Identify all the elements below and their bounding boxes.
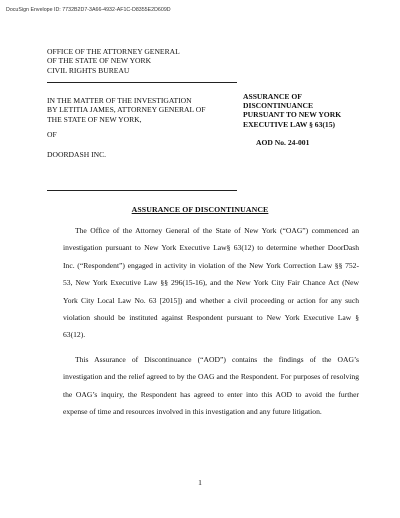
docusign-envelope-id: DocuSign Envelope ID: 7732B2D7-3A66-4932-AF1C-D8355E2D609D — [6, 7, 171, 13]
paragraph-1-line: York City Local Law No. 63 [2015]) and whether a civil proceeding or action for any such — [63, 295, 359, 305]
office-line-3: CIVIL RIGHTS BUREAU — [47, 65, 130, 75]
page-number: 1 — [198, 478, 202, 487]
office-header — [47, 47, 180, 75]
paragraph-1-line: violation should be instituted against Respondent pursuant to New York Executive Law § — [63, 313, 359, 323]
caption-respondent: DOORDASH INC. — [47, 150, 107, 159]
paragraph-2-line: the OAG’s inquiry, the Respondent has agreed to enter into this AOD to avoid the further — [63, 389, 359, 399]
title-line-4: EXECUTIVE LAW § 63(15) — [243, 119, 336, 129]
title-line-3: PURSUANT TO NEW YORK — [243, 110, 342, 120]
paragraph-1-line: The Office of the Attorney General of the State of New York (“OAG”) commenced an — [75, 226, 359, 235]
paragraph-2 — [63, 351, 359, 421]
caption-title — [243, 92, 341, 129]
document-heading: ASSURANCE OF DISCONTINUANCE — [131, 205, 269, 214]
paragraph-2-line: This Assurance of Discontinuance (“AOD”) contains the findings of the OAG’s — [75, 355, 359, 364]
paragraph-1-line: 53, New York Executive Law §§ 296(15-16), and the New York City Fair Chance Act (New — [63, 278, 359, 288]
paragraph-1-line: investigation pursuant to New York Executive Law§ 63(12) to determine whether DoorDash — [63, 243, 359, 253]
matter-line-1: IN THE MATTER OF THE INVESTIGATION — [47, 96, 192, 105]
office-line-1: OFFICE OF THE ATTORNEY GENERAL — [47, 47, 180, 56]
matter-line-3: THE STATE OF NEW YORK, — [47, 114, 142, 124]
paragraph-2-line: expense of time and resources involved in this investigation and any future litigation. — [63, 407, 322, 417]
office-line-2: OF THE STATE OF NEW YORK — [47, 56, 152, 66]
matter-line-2: BY LETITIA JAMES, ATTORNEY GENERAL OF — [47, 105, 206, 115]
title-line-2: DISCONTINUANCE — [243, 101, 314, 111]
aod-number: AOD No. 24-001 — [256, 138, 310, 147]
caption-bottom-rule — [47, 190, 237, 191]
caption-top-rule — [47, 82, 237, 83]
caption-of: OF — [47, 130, 57, 139]
paragraph-1-line: Inc. (“Respondent”) engaged in activity in violation of the New York Correction Law §§ 752- — [63, 260, 359, 270]
title-line-1: ASSURANCE OF — [243, 92, 302, 101]
paragraph-2-line: investigation and the relief agreed to by the OAG and the Respondent. For purposes of resolving — [63, 372, 359, 382]
paragraph-1-line: 63(12). — [63, 330, 86, 340]
paragraph-1 — [63, 222, 359, 344]
caption-matter — [47, 96, 205, 124]
